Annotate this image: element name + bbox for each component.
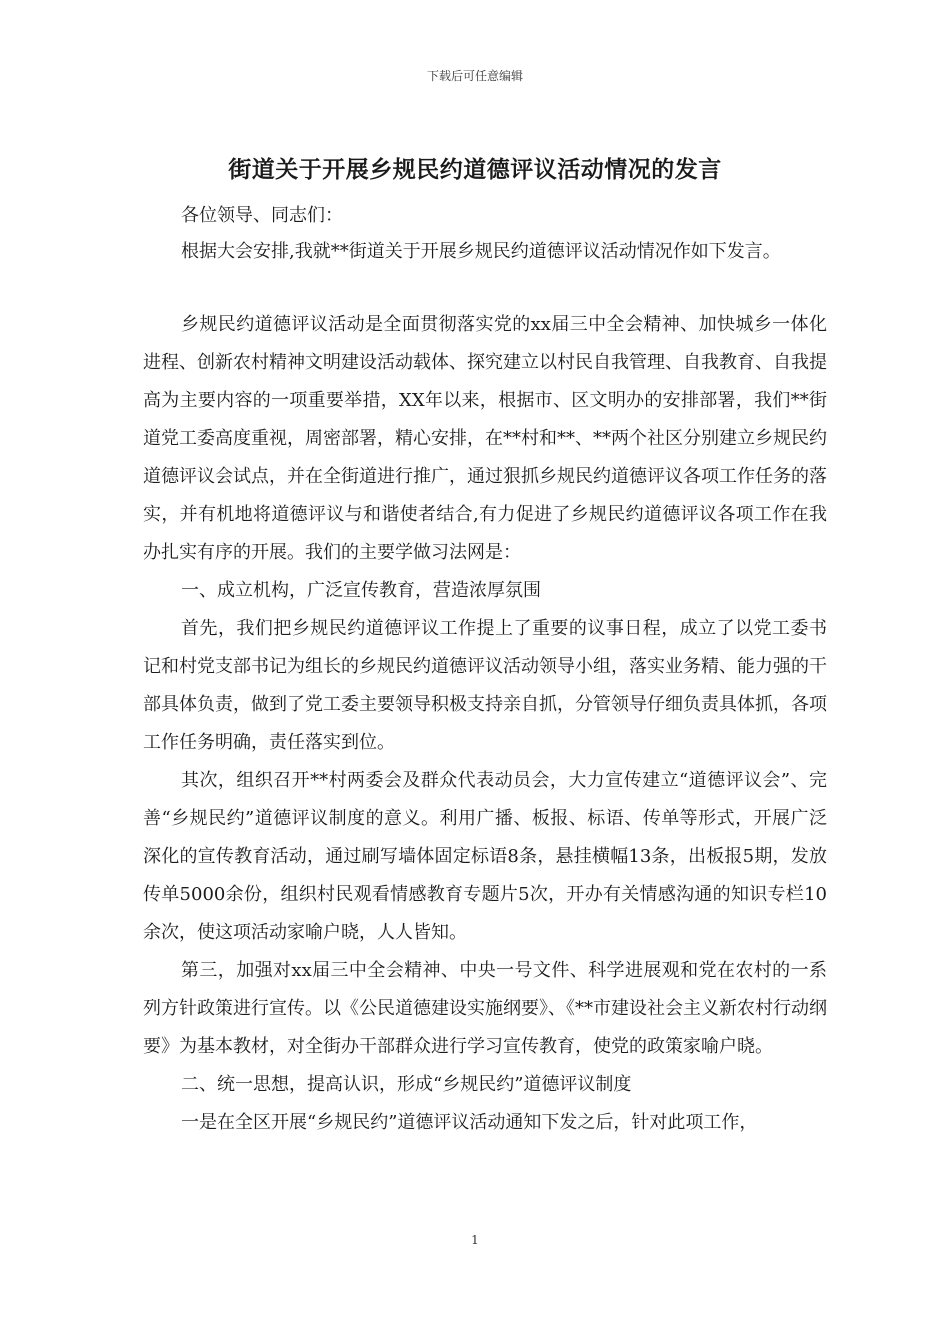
paragraph-first: 首先，我们把乡规民约道德评议工作提上了重要的议事日程，成立了以党工委书记和村党支部书记为组长的乡规民约道德评议活动领导小组，落实业务精、能力强的干部具体负责，做到了党工委主要领导积极支持亲自抓，分管领导仔细负责具体抓，各项工作任务明确，责任落实到位。 — [143, 618, 827, 753]
paragraph-overview: 乡规民约道德评议活动是全面贯彻落实党的xx届三中全会精神、加快城乡一体化进程、创新农村精神文明建设活动载体、探究建立以村民自我管理、自我教育、自我提高为主要内容的一项重要举措，XX年以来，根据市、区文明办的安排部署，我们**街道党工委高度重视，周密部署，精心安排，在**村和**、**两个社区分别建立乡规民约道德评议会试点，并在全街道进行推广，通过狠抓乡规民约道德评议各项工作任务的落实，并有机地将道德评议与和谐使者结合,有力促进了乡规民约道德评议各项工作在我办扎实有序的开展。我们的主要学做习法网是： — [143, 314, 827, 563]
document-title: 街道关于开展乡规民约道德评议活动情况的发言 — [228, 156, 722, 183]
intro-text: 根据大会安排,我就**街道关于开展乡规民约道德评议活动情况作如下发言。 — [181, 241, 781, 262]
running-header: 下载后可任意编辑 — [426, 69, 523, 83]
intro-paragraph — [143, 233, 827, 271]
paragraph-third: 第三，加强对xx届三中全会精神、中央一号文件、科学进展观和党在农村的一系列方针政策进行宣传。以《公民道德建设实施纲要》、《**市建设社会主义新农村行动纲要》为基本教材，对全街办干部群众进行学习宣传教育，使党的政策家喻户晓。 — [143, 960, 827, 1057]
section-heading-2: 二、统一思想，提高认识，形成“乡规民约”道德评议制度 — [181, 1074, 632, 1095]
paragraph-second: 其次，组织召开**村两委会及群众代表动员会，大力宣传建立“道德评议会”、完善“乡规民约”道德评议制度的意义。利用广播、板报、标语、传单等形式，开展广泛深化的宣传教育活动，通过刷写墙体固定标语8条，悬挂横幅13条，出板报5期，发放传单5000余份，组织村民观看情感教育专题片5次，开办有关情感沟通的知识专栏10余次，使这项活动家喻户晓，人人皆知。 — [143, 770, 827, 943]
page-number: 1 — [471, 1233, 479, 1247]
salutation-text: 各位领导、同志们： — [181, 205, 343, 226]
paragraph-continued: 一是在全区开展“乡规民约”道德评议活动通知下发之后，针对此项工作， — [181, 1112, 758, 1133]
body-text — [143, 306, 827, 1142]
section-heading-1: 一、成立机构，广泛宣传教育，营造浓厚氛围 — [181, 580, 541, 601]
salutation — [143, 197, 827, 235]
